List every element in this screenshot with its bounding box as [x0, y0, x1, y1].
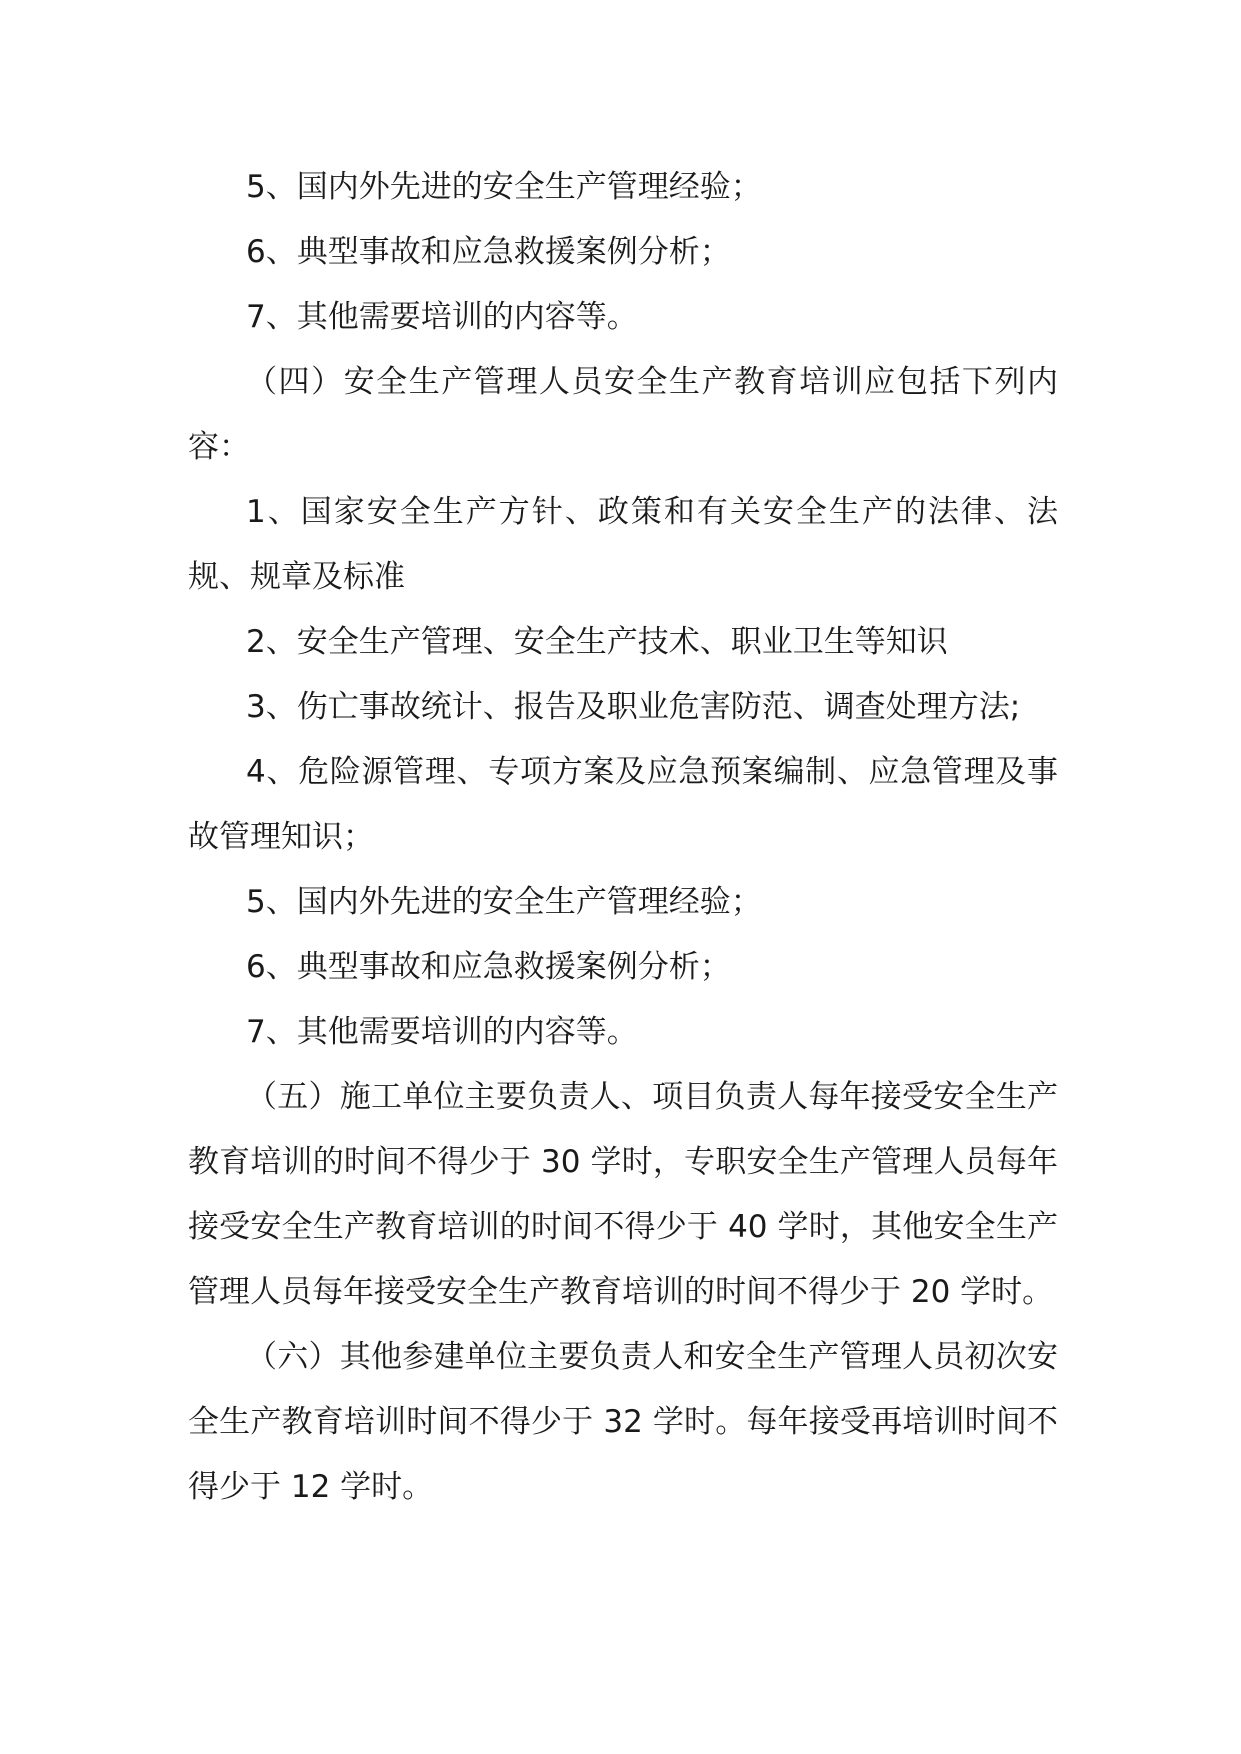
list-item-5-experience-2: 5、国内外先进的安全生产管理经验；	[246, 884, 762, 920]
list-item-7-other-content-2: 7、其他需要培训的内容等。	[246, 1014, 638, 1050]
document-body	[188, 155, 1058, 1520]
section-5-training-hours: （五）施工单位主要负责人、项目负责人每年接受安全生产教育培训的时间不得少于 30 学时，专职安全生产管理人员每年接受安全生产教育培训的时间不得少于 40 学时，其他安全生产管理人员每年接受安全生产教育培训的时间不得少于 20 学时。	[188, 1079, 1058, 1310]
section-6-training-hours: （六）其他参建单位主要负责人和安全生产管理人员初次安全生产教育培训时间不得少于 32 学时。每年接受再培训时间不得少于 12 学时。	[188, 1339, 1058, 1505]
list-item-6-case-analysis-2: 6、典型事故和应急救援案例分析；	[246, 949, 731, 985]
list-item-4-hazard-management: 4、危险源管理、专项方案及应急预案编制、应急管理及事故管理知识；	[188, 754, 1058, 855]
list-item-2-knowledge: 2、安全生产管理、安全生产技术、职业卫生等知识	[246, 624, 948, 660]
list-item-6-case-analysis: 6、典型事故和应急救援案例分析；	[246, 234, 731, 270]
list-item-7-other-content: 7、其他需要培训的内容等。	[246, 299, 638, 335]
list-item-5-experience: 5、国内外先进的安全生产管理经验；	[246, 169, 762, 205]
list-item-1-laws: 1、国家安全生产方针、政策和有关安全生产的法律、法规、规章及标准	[188, 494, 1058, 595]
section-4-heading: （四）安全生产管理人员安全生产教育培训应包括下列内容：	[188, 364, 1058, 465]
list-item-3-accident-statistics: 3、伤亡事故统计、报告及职业危害防范、调查处理方法;	[246, 689, 1021, 725]
